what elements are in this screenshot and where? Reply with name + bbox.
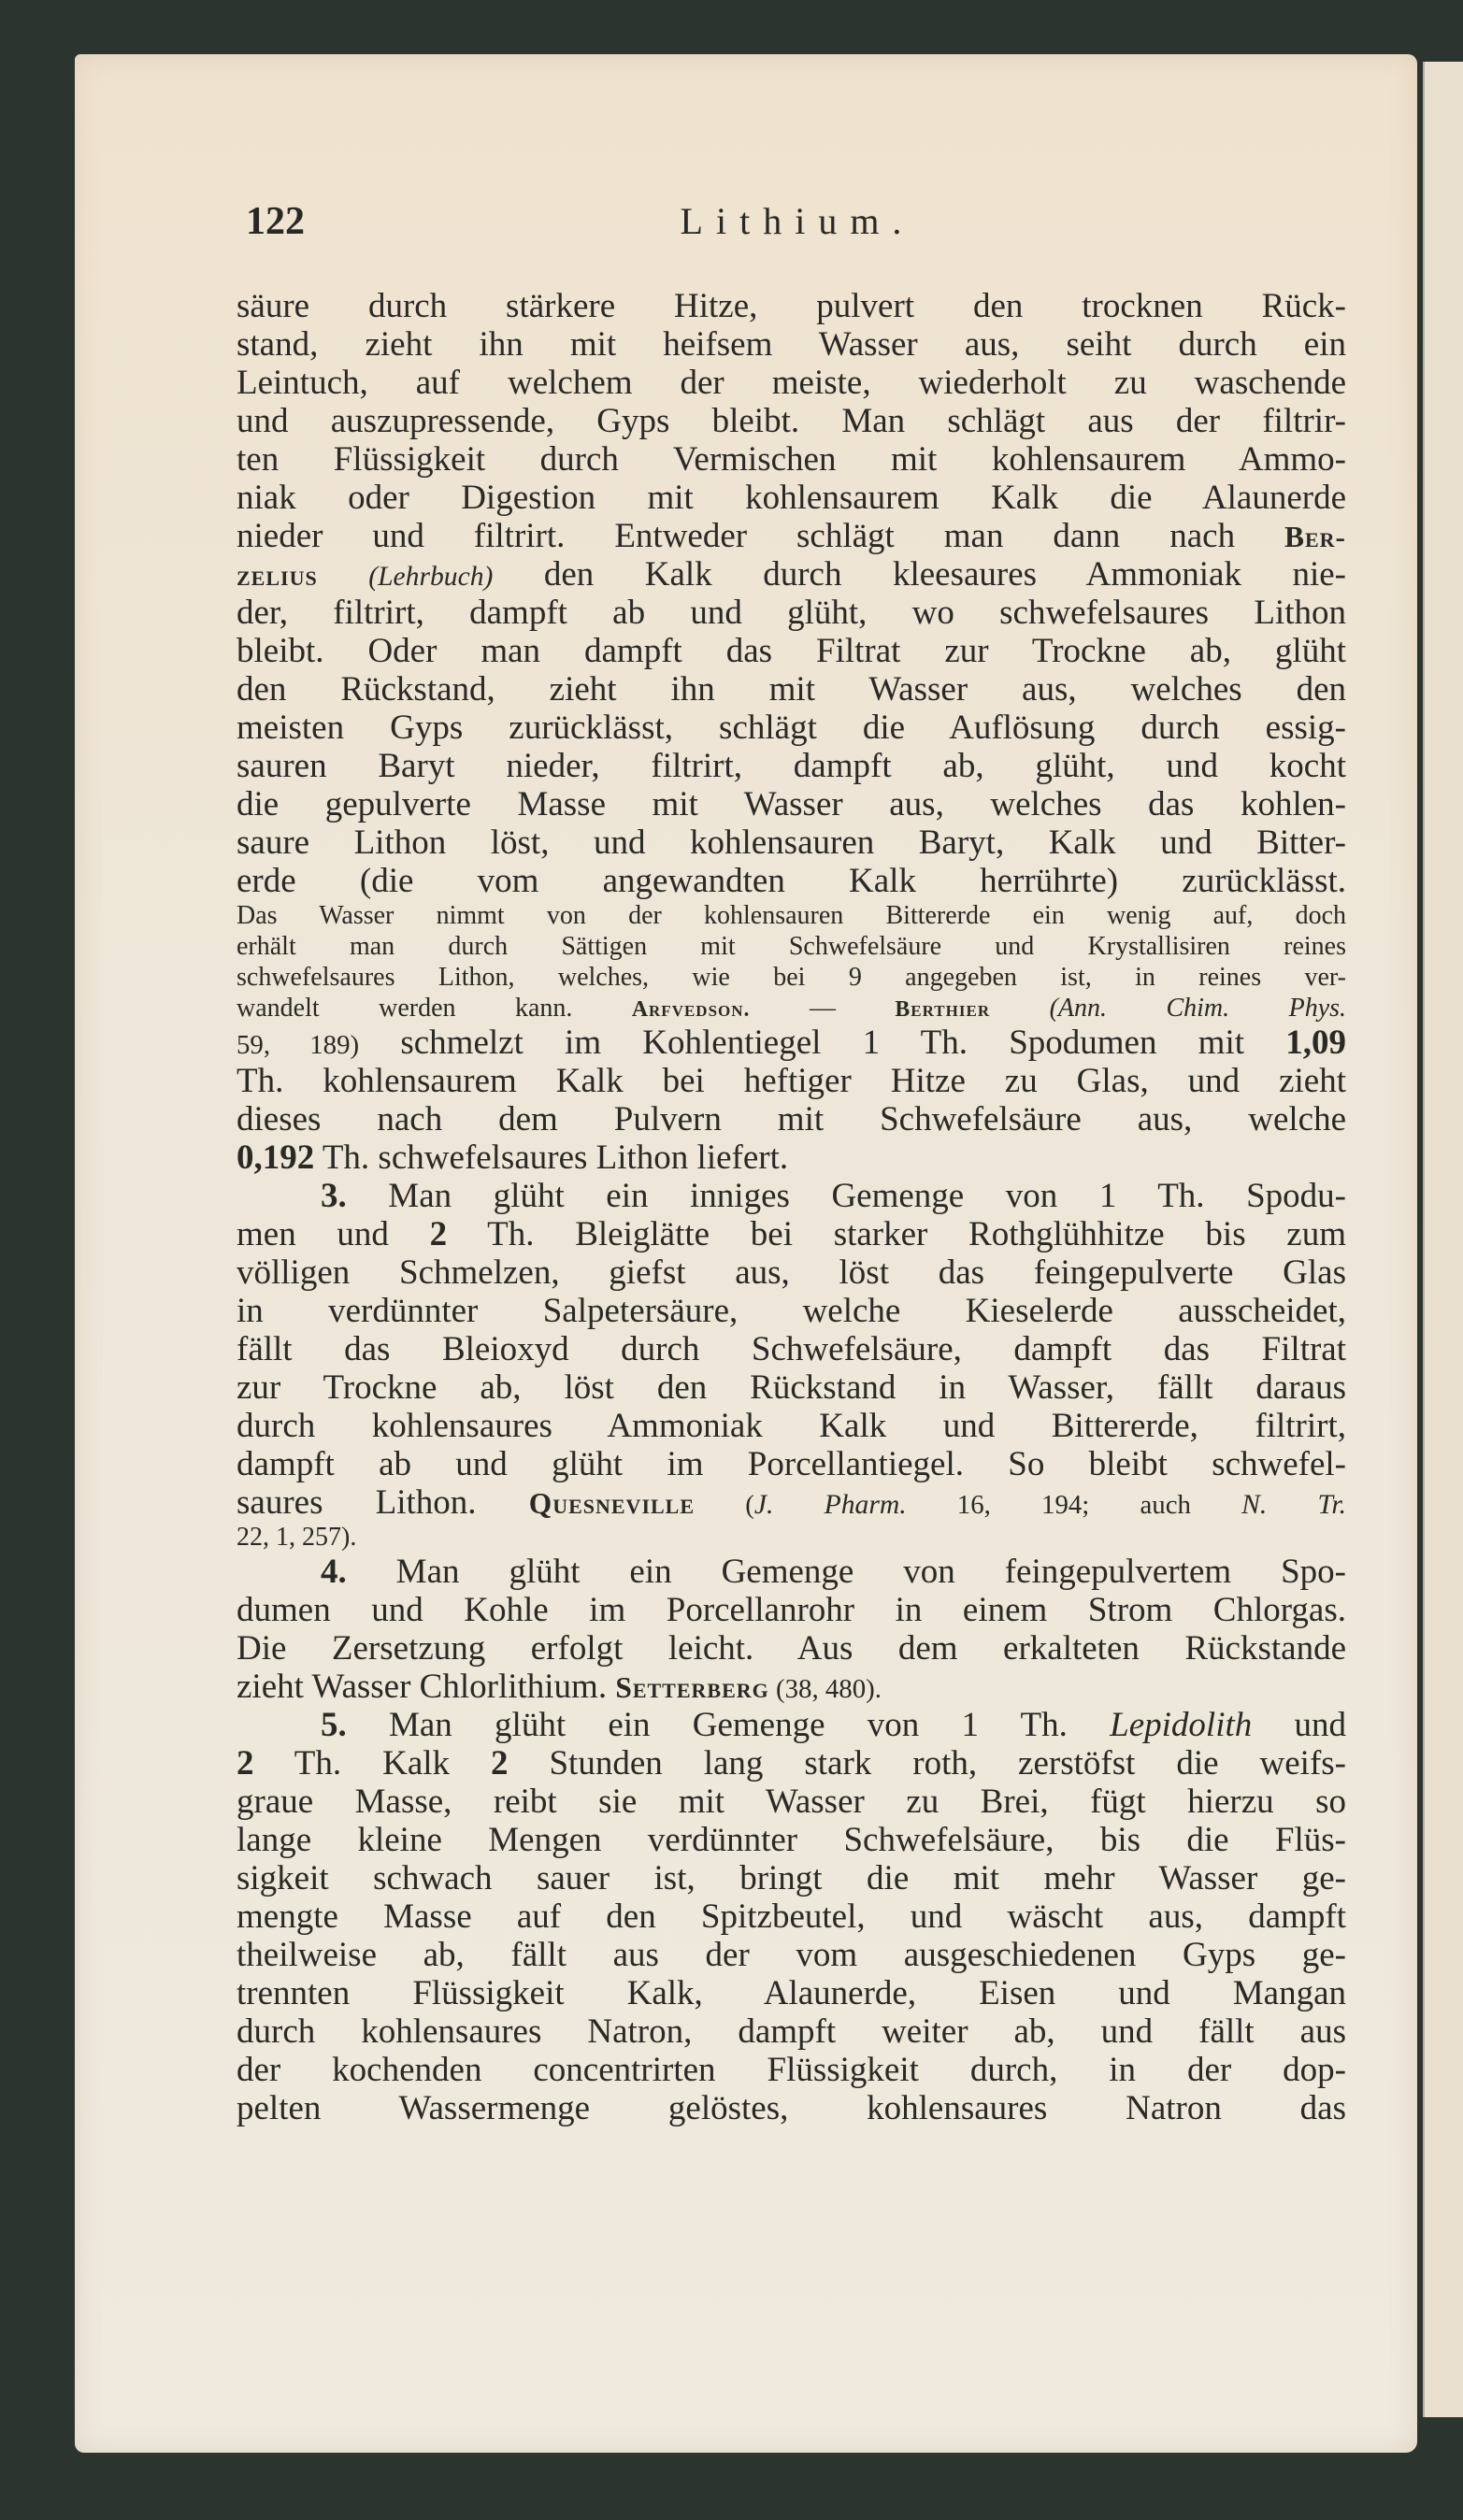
text-line [237,1744,1346,1783]
text-line [237,1330,1346,1368]
text-segment: saure Lithon löst, und kohlensauren Baryt, Kalk und Bitter- [237,823,1346,862]
text-line [237,632,1346,670]
page-number: 122 [246,200,305,243]
text-segment: ( [695,1490,754,1520]
text-segment: trennten Flüssigkeit Kalk, Alaunerde, Eisen und Mangan [237,1974,1346,2012]
page-header [237,198,1346,245]
text-line [237,1974,1346,2012]
author-name: Ber- [1284,521,1346,553]
text-segment: schwefelsaures Lithon, welches, wie bei 9 angegeben ist, in reines ver- [237,963,1346,992]
text-segment: sauren Baryt nieder, filtrirt, dampft ab, glüht, und kocht [237,747,1346,785]
text-line [237,823,1346,862]
text-segment: sigkeit schwach sauer ist, bringt die mit mehr Wasser ge- [237,1859,1346,1897]
citation-text: Lepidolith [1110,1706,1253,1744]
text-line [237,1859,1346,1897]
citation-text: (Ann. Chim. Phys. [1049,994,1347,1023]
text-segment: 2 [237,1744,254,1783]
text-segment: säure durch stärkere Hitze, pulvert den trocknen Rück- [237,287,1346,325]
text-segment: Th. kohlensaurem Kalk bei heftiger Hitze zu Glas, und zieht [237,1062,1346,1100]
text-segment: Th. Kalk [253,1744,491,1783]
text-segment: stand, zieht ihn mit heifsem Wasser aus, seiht durch ein [237,325,1346,364]
text-line [237,747,1346,785]
text-line [237,1407,1346,1445]
text-segment: 3. [321,1177,347,1215]
text-line [237,862,1346,900]
text-line [237,1024,1346,1062]
author-name: Arfvedson. [631,997,751,1022]
footnote-line [237,931,1346,962]
text-line [237,1100,1346,1138]
text-segment: graue Masse, reibt sie mit Wasser zu Brei, fügt hierzu so [237,1783,1346,1821]
text-segment: Die Zersetzung erfolgt leicht. Aus dem erkalteten Rückstande [237,1629,1346,1668]
text-segment: Man glüht ein Gemenge von feingepulvertem Spo- [346,1553,1346,1591]
text-line [237,785,1346,823]
text-segment: bleibt. Oder man dampft das Filtrat zur Trockne ab, glüht [237,632,1346,670]
text-line [237,440,1346,479]
text-line [237,402,1346,440]
footnote-line [237,993,1346,1024]
author-name: Setterberg [615,1671,769,1704]
text-segment: der, filtrirt, dampft ab und glüht, wo schwefelsaures Lithon [237,594,1346,632]
text-line [237,1897,1346,1936]
text-segment: Man glüht ein inniges Gemenge von 1 Th. Spodu- [346,1177,1346,1215]
text-line [237,1215,1346,1253]
text-line [237,1706,1346,1744]
text-line [237,1177,1346,1215]
text-segment: — [750,994,896,1023]
text-segment: saures Lithon. [237,1483,529,1522]
text-segment: 0,192 [237,1138,315,1177]
body-text [237,287,1346,2127]
text-line [237,1629,1346,1668]
text-segment [990,994,1049,1023]
adjacent-page-edge [1423,62,1463,2417]
text-line [237,1445,1346,1483]
text-segment: 4. [321,1553,347,1591]
text-segment: Leintuch, auf welchem der meiste, wiederholt zu waschende [237,364,1346,402]
citation-text: J. Pharm. [753,1490,907,1520]
text-segment: pelten Wassermenge gelöstes, kohlensaures Natron das [237,2089,1346,2127]
text-segment: Th. Bleiglätte bei starker Rothglühhitze bis zum [447,1215,1347,1253]
footnote-line [237,962,1346,993]
author-name: Berthier [895,997,991,1022]
text-line [237,1368,1346,1407]
text-segment: mengte Masse auf den Spitzbeutel, und wäscht aus, dampft [237,1897,1346,1936]
text-line [237,1591,1346,1629]
text-segment: lange kleine Mengen verdünnter Schwefelsäure, bis die Flüs- [237,1821,1346,1859]
text-line [237,1062,1346,1100]
text-segment: völligen Schmelzen, giefst aus, löst das feingepulverte Glas [237,1253,1346,1292]
text-line [237,2012,1346,2051]
text-segment: 22, 1, 257). [237,1523,357,1552]
citation-text: N. Tr. [1241,1490,1347,1520]
text-line [237,670,1346,709]
text-line [237,364,1346,402]
text-line [237,1783,1346,1821]
text-segment: Das Wasser nimmt von der kohlensauren Bittererde ein wenig auf, doch [237,901,1346,930]
text-segment: durch kohlensaures Natron, dampft weiter ab, und fällt aus [237,2012,1346,2051]
footnote-line [237,900,1346,931]
text-segment: schmelzt im Kohlentiegel 1 Th. Spodumen mit [359,1024,1286,1062]
text-line [237,1292,1346,1330]
text-segment: 1,09 [1285,1024,1346,1062]
running-title: Lithium. [680,200,915,242]
author-name: zelius [237,559,318,592]
text-segment: den Rückstand, zieht ihn mit Wasser aus, welches den [237,670,1346,709]
text-segment: den Kalk durch kleesaures Ammoniak nie- [493,555,1347,594]
text-segment: dampft ab und glüht im Porcellantiegel. So bleibt schwefel- [237,1445,1346,1483]
text-segment: (38, 480). [768,1674,882,1704]
text-segment: 5. [321,1706,347,1744]
text-segment: niak oder Digestion mit kohlensaurem Kalk die Alaunerde [237,479,1346,517]
text-segment: 59, 189) [237,1030,360,1060]
text-segment: der kochenden concentrirten Flüssigkeit durch, in der dop- [237,2051,1346,2089]
text-line [237,325,1346,364]
text-segment: Th. schwefelsaures Lithon liefert. [314,1138,789,1177]
text-line [237,479,1346,517]
text-line [237,1253,1346,1292]
text-line [237,555,1346,594]
text-segment: dumen und Kohle im Porcellanrohr in einem Strom Chlorgas. [237,1591,1346,1629]
text-segment: Man glüht ein Gemenge von 1 Th. [346,1706,1111,1744]
text-segment: und auszupressende, Gyps bleibt. Man schlägt aus der filtrir- [237,402,1346,440]
text-segment: die gepulverte Masse mit Wasser aus, welches das kohlen- [237,785,1346,823]
text-line [237,1553,1346,1591]
text-line [237,1668,1346,1706]
text-line [237,1138,1346,1177]
text-segment: theilweise ab, fällt aus der vom ausgeschiedenen Gyps ge- [237,1936,1346,1974]
text-segment: erhält man durch Sättigen mit Schwefelsäure und Krystallisiren reines [237,932,1346,961]
text-line [237,2051,1346,2089]
text-segment: in verdünnter Salpetersäure, welche Kieselerde ausscheidet, [237,1292,1346,1330]
footnote-line [237,1522,1346,1553]
text-line [237,1821,1346,1859]
text-line [237,594,1346,632]
text-segment: meisten Gyps zurücklässt, schlägt die Auflösung durch essig- [237,709,1346,747]
text-line [237,2089,1346,2127]
text-segment: Stunden lang stark roth, zerstöfst die weifs- [508,1744,1346,1783]
text-segment: wandelt werden kann. [237,994,632,1023]
text-segment [318,555,369,594]
text-segment: und [1252,1706,1346,1744]
text-segment: durch kohlensaures Ammoniak Kalk und Bittererde, filtrirt, [237,1407,1346,1445]
text-line [237,517,1346,555]
text-segment: zur Trockne ab, löst den Rückstand in Wasser, fällt daraus [237,1368,1346,1407]
text-segment: 2 [491,1744,509,1783]
citation-text: (Lehrbuch) [368,562,494,592]
text-segment: 2 [429,1215,448,1253]
text-segment: erde (die vom angewandten Kalk herrührte) zurücklässt. [237,862,1346,900]
text-segment: dieses nach dem Pulvern mit Schwefelsäure aus, welche [237,1100,1346,1138]
text-segment: nieder und filtrirt. Entweder schlägt man dann nach [237,517,1284,555]
text-line [237,287,1346,325]
text-segment: ten Flüssigkeit durch Vermischen mit kohlensaurem Ammo- [237,440,1346,479]
text-line [237,709,1346,747]
text-segment: men und [237,1215,430,1253]
text-segment: zieht Wasser Chlorlithium. [237,1668,616,1706]
author-name: Quesneville [528,1487,696,1520]
text-line [237,1483,1346,1522]
text-segment: fällt das Bleioxyd durch Schwefelsäure, dampft das Filtrat [237,1330,1346,1368]
text-segment: 16, 194; auch [906,1490,1242,1520]
text-line [237,1936,1346,1974]
